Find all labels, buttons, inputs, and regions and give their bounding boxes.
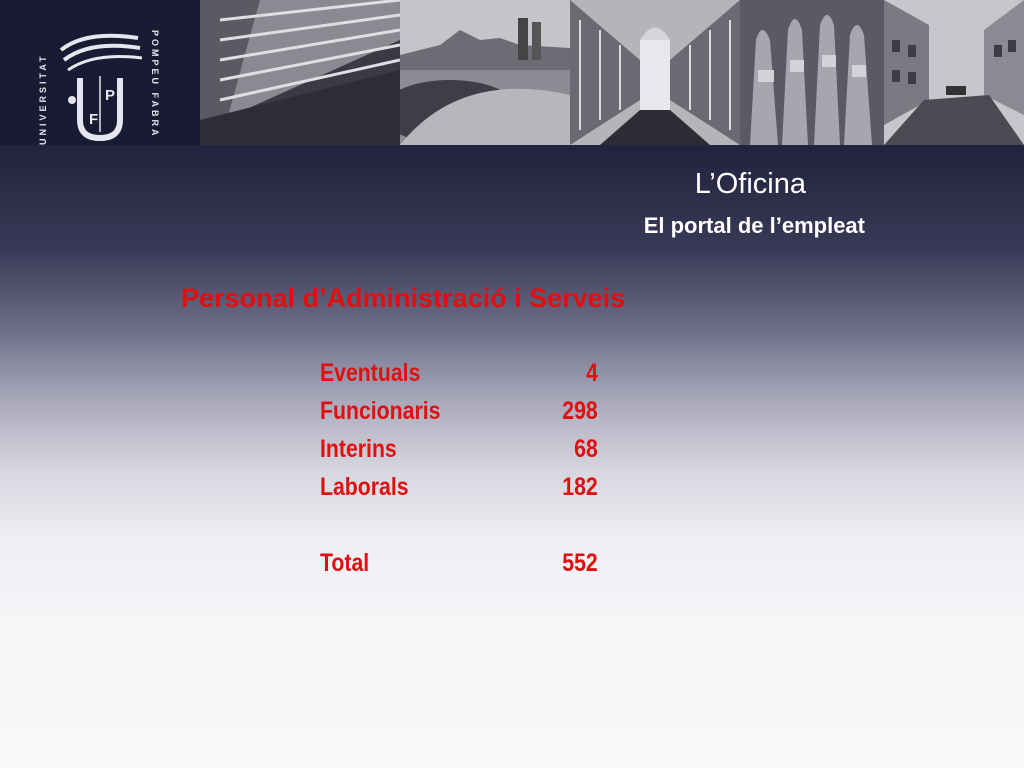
stats-label: Eventuals <box>320 359 421 387</box>
stats-spacer <box>320 508 600 546</box>
library-corridor-photo <box>570 0 740 145</box>
logo-letter-p: P <box>105 87 116 104</box>
header-photo-strip <box>200 0 1024 145</box>
stats-label: Laborals <box>320 473 409 501</box>
page-subtitle: El portal de l’empleat <box>643 213 865 238</box>
stats-value: 182 <box>562 473 598 501</box>
section-heading: Personal d’Administració i Serveis <box>181 283 626 313</box>
stats-value: 68 <box>574 435 598 463</box>
building-facade-photo <box>200 0 400 145</box>
stats-row <box>320 356 600 394</box>
logo-vertical-text-pompeu-fabra: POMPEU FABRA <box>150 30 160 139</box>
staff-stats-table <box>320 356 600 584</box>
stats-label: Interins <box>320 435 397 463</box>
logo-letter-f: F <box>89 111 99 128</box>
stats-value: 298 <box>562 397 598 425</box>
campus-street-photo <box>884 0 1024 145</box>
coastline-photo <box>400 0 570 145</box>
logo-vertical-text-universitat: UNIVERSITAT <box>38 53 48 145</box>
university-logo <box>0 0 200 145</box>
stats-total-row <box>320 546 600 584</box>
stats-total-label: Total <box>320 549 370 577</box>
stats-row <box>320 470 600 508</box>
stats-value: 4 <box>586 359 598 387</box>
stats-row <box>320 394 600 432</box>
gaudi-chimneys-photo <box>740 0 884 145</box>
stats-total-value: 552 <box>562 549 598 577</box>
stats-label: Funcionaris <box>320 397 441 425</box>
upf-emblem-icon <box>56 28 146 143</box>
stats-row <box>320 432 600 470</box>
page-title: L’Oficina <box>694 168 806 200</box>
